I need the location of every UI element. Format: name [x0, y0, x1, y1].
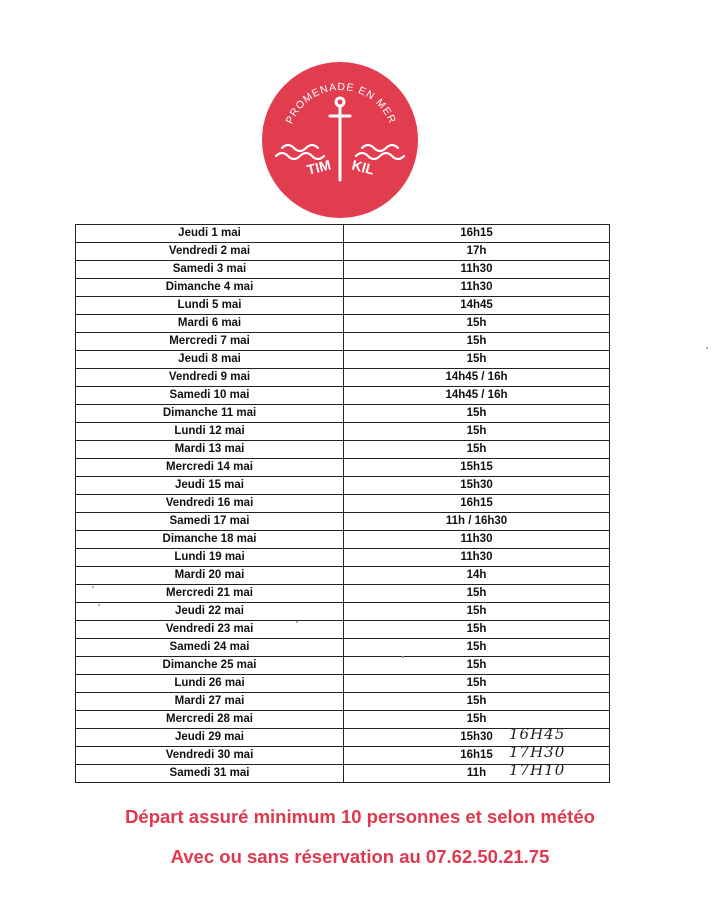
- schedule-time: 16h15: [460, 497, 493, 509]
- schedule-time: 15h: [466, 587, 487, 599]
- schedule-row: [76, 225, 610, 243]
- schedule-day: Mardi 6 mai: [76, 315, 344, 333]
- schedule-time-cell: [344, 621, 610, 639]
- schedule-time-cell: [344, 405, 610, 423]
- schedule-row: [76, 279, 610, 297]
- schedule-time: 15h: [466, 677, 487, 689]
- schedule-time: 15h: [466, 659, 487, 671]
- schedule-time: 15h30: [460, 731, 493, 743]
- scan-speck: [92, 586, 94, 588]
- schedule-time-cell: [344, 549, 610, 567]
- schedule-row: [76, 603, 610, 621]
- schedule-day: Jeudi 8 mai: [76, 351, 344, 369]
- schedule-time-cell: [344, 225, 610, 243]
- schedule-row: [76, 333, 610, 351]
- schedule-day: Jeudi 29 mai: [76, 729, 344, 747]
- schedule-day: Samedi 17 mai: [76, 513, 344, 531]
- schedule-time-cell: [344, 657, 610, 675]
- schedule-day: Vendredi 9 mai: [76, 369, 344, 387]
- schedule-time: 15h: [466, 713, 487, 725]
- schedule-row: [76, 405, 610, 423]
- schedule-day: Mardi 20 mai: [76, 567, 344, 585]
- schedule-time-cell: [344, 441, 610, 459]
- schedule-time: 11h / 16h30: [445, 515, 508, 527]
- schedule-day: Samedi 24 mai: [76, 639, 344, 657]
- schedule-time-cell: [344, 387, 610, 405]
- schedule-row: [76, 531, 610, 549]
- schedule-row: [76, 441, 610, 459]
- schedule-time-cell: [344, 297, 610, 315]
- schedule-day: Dimanche 4 mai: [76, 279, 344, 297]
- schedule-time: 15h30: [460, 479, 493, 491]
- schedule-time: 11h30: [460, 551, 493, 563]
- schedule-row: [76, 351, 610, 369]
- schedule-row: [76, 639, 610, 657]
- schedule-time: 11h30: [460, 281, 493, 293]
- schedule-day: Dimanche 11 mai: [76, 405, 344, 423]
- schedule-day: Samedi 31 mai: [76, 765, 344, 783]
- schedule-time: 14h45: [460, 299, 493, 311]
- schedule-time: 15h: [466, 335, 487, 347]
- schedule-time-cell: [344, 603, 610, 621]
- schedule-row: [76, 675, 610, 693]
- schedule-row: [76, 297, 610, 315]
- logo-arc-text: PROMENADE EN MER: [283, 80, 399, 126]
- schedule-row: [76, 243, 610, 261]
- schedule-row: [76, 513, 610, 531]
- schedule-day: Dimanche 25 mai: [76, 657, 344, 675]
- schedule-day: Samedi 10 mai: [76, 387, 344, 405]
- schedule-time: 11h: [466, 767, 487, 779]
- logo-name-right: KIL: [350, 156, 377, 178]
- schedule-time-cell: [344, 567, 610, 585]
- schedule-time: 15h: [466, 443, 487, 455]
- schedule-time-cell: [344, 315, 610, 333]
- schedule-time-cell: [344, 711, 610, 729]
- schedule-day: Vendredi 30 mai: [76, 747, 344, 765]
- schedule-time: 15h: [466, 353, 487, 365]
- schedule-time-cell: [344, 675, 610, 693]
- timkil-logo: [262, 62, 418, 218]
- handwritten-time-note: 17H10: [509, 761, 566, 779]
- schedule-day: Jeudi 22 mai: [76, 603, 344, 621]
- schedule-time-cell: [344, 477, 610, 495]
- schedule-time: 15h: [466, 407, 487, 419]
- schedule-time-cell: [344, 351, 610, 369]
- schedule-table: [75, 224, 610, 783]
- schedule-time: 15h: [466, 317, 487, 329]
- schedule-day: Jeudi 15 mai: [76, 477, 344, 495]
- schedule-time: 14h: [466, 569, 487, 581]
- schedule-time: 11h30: [460, 533, 493, 545]
- schedule-time: 15h15: [460, 461, 493, 473]
- schedule-time-cell: [344, 369, 610, 387]
- schedule-time: 14h45 / 16h: [445, 371, 508, 383]
- schedule-day: Lundi 19 mai: [76, 549, 344, 567]
- schedule-row: [76, 369, 610, 387]
- schedule-time: 11h30: [460, 263, 493, 275]
- schedule-row: [76, 567, 610, 585]
- schedule-row: [76, 315, 610, 333]
- scan-speck: [402, 656, 404, 658]
- scan-speck: [706, 347, 708, 349]
- schedule-day: Mercredi 14 mai: [76, 459, 344, 477]
- handwritten-time-note: 16H45: [509, 725, 566, 743]
- schedule-time-cell: [344, 639, 610, 657]
- schedule-day: Lundi 26 mai: [76, 675, 344, 693]
- schedule-time-cell: [344, 725, 610, 747]
- reservation-notice: Avec ou sans réservation au 07.62.50.21.75: [170, 846, 550, 867]
- schedule-day: Vendredi 2 mai: [76, 243, 344, 261]
- handwritten-time-note: 17H30: [509, 743, 566, 761]
- schedule-day: Mardi 13 mai: [76, 441, 344, 459]
- schedule-day: Samedi 3 mai: [76, 261, 344, 279]
- scan-speck: [296, 621, 298, 623]
- schedule-time: 17h: [466, 245, 487, 257]
- schedule-day: Mercredi 21 mai: [76, 585, 344, 603]
- logo-name-left: TIM: [305, 156, 333, 178]
- schedule-day: Vendredi 16 mai: [76, 495, 344, 513]
- schedule-time-cell: [344, 585, 610, 603]
- schedule-time-cell: [344, 693, 610, 711]
- schedule-time-cell: [344, 495, 610, 513]
- schedule-body: [76, 225, 610, 783]
- schedule-row: [76, 261, 610, 279]
- schedule-day: Vendredi 23 mai: [76, 621, 344, 639]
- schedule-row: [76, 585, 610, 603]
- schedule-day: Mercredi 7 mai: [76, 333, 344, 351]
- schedule-day: Dimanche 18 mai: [76, 531, 344, 549]
- scan-speck: [98, 604, 100, 606]
- schedule-row: [76, 657, 610, 675]
- schedule-time: 15h: [466, 605, 487, 617]
- schedule-row: [76, 765, 610, 783]
- schedule-row: [76, 693, 610, 711]
- schedule-row: [76, 549, 610, 567]
- schedule-time-cell: [344, 531, 610, 549]
- schedule-time: 16h15: [460, 227, 493, 239]
- schedule-row: [76, 621, 610, 639]
- schedule-day: Lundi 12 mai: [76, 423, 344, 441]
- schedule-time: 15h: [466, 623, 487, 635]
- schedule-time-cell: [344, 279, 610, 297]
- schedule-time-cell: [344, 243, 610, 261]
- schedule-row: [76, 387, 610, 405]
- schedule-time-cell: [344, 261, 610, 279]
- schedule-time-cell: [344, 423, 610, 441]
- schedule-time: 14h45 / 16h: [445, 389, 508, 401]
- schedule-time-cell: [344, 513, 610, 531]
- schedule-day: Jeudi 1 mai: [76, 225, 344, 243]
- departure-notice: Départ assuré minimum 10 personnes et selon météo: [125, 806, 595, 827]
- schedule-day: Mardi 27 mai: [76, 693, 344, 711]
- schedule-time-cell: [344, 743, 610, 765]
- schedule-time-cell: [344, 333, 610, 351]
- schedule-time: 16h15: [460, 749, 493, 761]
- schedule-row: [76, 477, 610, 495]
- schedule-time: 15h: [466, 425, 487, 437]
- schedule-day: Lundi 5 mai: [76, 297, 344, 315]
- schedule-time: 15h: [466, 695, 487, 707]
- schedule-time-cell: [344, 459, 610, 477]
- schedule-time-cell: [344, 761, 610, 783]
- schedule-row: [76, 459, 610, 477]
- schedule-row: [76, 495, 610, 513]
- schedule-time: 15h: [466, 641, 487, 653]
- schedule-row: [76, 423, 610, 441]
- schedule-day: Mercredi 28 mai: [76, 711, 344, 729]
